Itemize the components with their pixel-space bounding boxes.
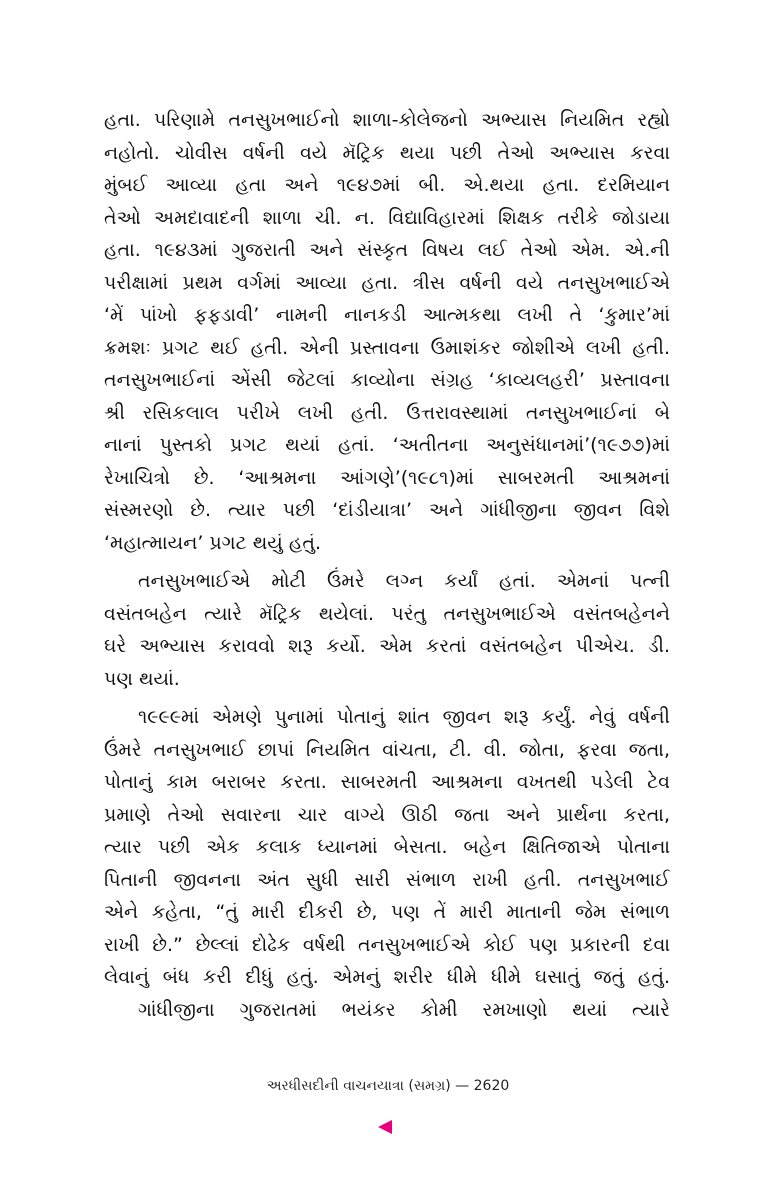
text-line: શ્રી રસિકલાલ પરીખે લખી હતી. ઉત્તરાવસ્થામાં તનસુખભાઈનાં બે	[104, 401, 670, 424]
text-line: રેખાચિત્રો છે. ‘આશ્રમના આંગણે’(૧૯૮૧)માં સાબરમતી આશ્રમનાં	[104, 466, 670, 489]
text-line: મુંબઈ આવ્યા હતા અને ૧૯૪૭માં બી. એ.થયા હતા. દરમિયાન	[104, 174, 670, 196]
text-line: પરીક્ષામાં પ્રથમ વર્ગમાં આવ્યા હતા. ત્રીસ વર્ષની વયે તનસુખભાઈએ	[104, 271, 670, 294]
text-line: નાનાં પુસ્તકો પ્રગટ થયાં હતાં. ‘અતીતના અનુસંધાનમાં’(૧૯૭૭)માં	[104, 434, 670, 456]
paragraph	[104, 701, 670, 994]
text-line: તેઓ અમદાવાદની શાળા ચી. ન. વિદ્યાવિહારમાં શિક્ષક તરીકે જોડાયા	[104, 206, 670, 229]
text-line: ક્રમશઃ પ્રગટ થઈ હતી. એની પ્રસ્તાવના ઉમાશંકર જોશીએ લખી હતી.	[104, 336, 670, 359]
text-line: પણ થયાં.	[104, 667, 180, 690]
text-line: લેવાનું બંધ કરી દીધું હતું. એમનું શરીર ધીમે ધીમે ઘસાતું જતું હતું.	[104, 966, 670, 988]
text-line: ૧૯૯૯માં એમણે પુનામાં પોતાનું શાંત જીવન શરૂ કર્યું. નેવું વર્ષની	[138, 706, 670, 728]
text-line: ‘મેં પાંખો ફફડાવી’ નામની નાનકડી આત્મકથા લખી તે ‘કુમાર’માં	[104, 304, 670, 326]
text-line: તનસુખભાઈનાં એંસી જેટલાં કાવ્યોના સંગ્રહ ‘કાવ્યલહરી’ પ્રસ્તાવના	[104, 369, 670, 391]
text-line: ઉંમરે તનસુખભાઈ છાપાં નિયમિત વાંચતા, ટી. વી. જોતા, ફરવા જતા,	[104, 738, 670, 761]
body-text	[104, 104, 670, 1026]
text-line: ‘મહાત્માયન’ પ્રગટ થયું હતું.	[104, 531, 322, 554]
text-line: એને કહેતા, “તું મારી દીકરી છે, પણ તેં મારી માતાની જેમ સંભાળ	[104, 901, 670, 923]
text-line: હતા. ૧૯૪૩માં ગુજરાતી અને સંસ્કૃત વિષય લઈ તેઓ એમ. એ.ની	[104, 239, 670, 261]
paragraph	[104, 104, 670, 559]
page-footer: અરધીસદીની વાચનયાત્રા (સમગ્ર) — 2620	[266, 1078, 510, 1094]
text-line: પોતાનું કામ બરાબર કરતા. સાબરમતી આશ્રમના વખતથી પડેલી ટેવ	[104, 771, 670, 793]
text-line: પિતાની જીવનના અંત સુધી સારી સંભાળ રાખી હતી. તનસુખભાઈ	[104, 868, 670, 891]
text-line: નહોતો. ચોવીસ વર્ષની વયે મૅટ્રિક થયા પછી તેઓ અભ્યાસ કરવા	[104, 141, 670, 164]
text-line: તનસુખભાઈએ મોટી ઉંમરે લગ્ન કર્યાં હતાં. એમનાં પત્ની	[138, 570, 670, 592]
text-line: રાખી છે.” છેલ્લાં દોઢેક વર્ષથી તનસુખભાઈએ કોઈ પણ પ્રકારની દવા	[104, 933, 670, 956]
paragraph	[104, 565, 670, 695]
triangle-left-icon[interactable]	[378, 1120, 392, 1134]
text-line: વસંતબહેન ત્યારે મૅટ્રિક થયેલાં. પરંતુ તનસુખભાઈએ વસંતબહેનને	[104, 602, 670, 625]
text-line: પ્રમાણે તેઓ સવારના ચાર વાગ્યે ઊઠી જતા અને પ્રાર્થના કરતા,	[104, 803, 670, 826]
text-line: હતા. પરિણામે તનસુખભાઈનો શાળા-કોલેજનો અભ્યાસ નિયમિત રહ્યો	[104, 109, 670, 131]
text-line: ત્યાર પછી એક કલાક ધ્યાનમાં બેસતા. બહેન ક્ષિતિજાએ પોતાના	[104, 836, 670, 858]
text-line: સંસ્મરણો છે. ત્યાર પછી ‘દાંડીયાત્રા’ અને ગાંધીજીના જીવન વિશે	[104, 499, 670, 521]
paragraph	[104, 994, 670, 1027]
text-line: ઘરે અભ્યાસ કરાવવો શરૂ કર્યો. એમ કરતાં વસંતબહેન પીએચ. ડી.	[104, 635, 670, 657]
text-line: ગાંધીજીના ગુજરાતમાં ભયંકર કોમી રમખાણો થયાં ત્યારે	[138, 998, 670, 1021]
